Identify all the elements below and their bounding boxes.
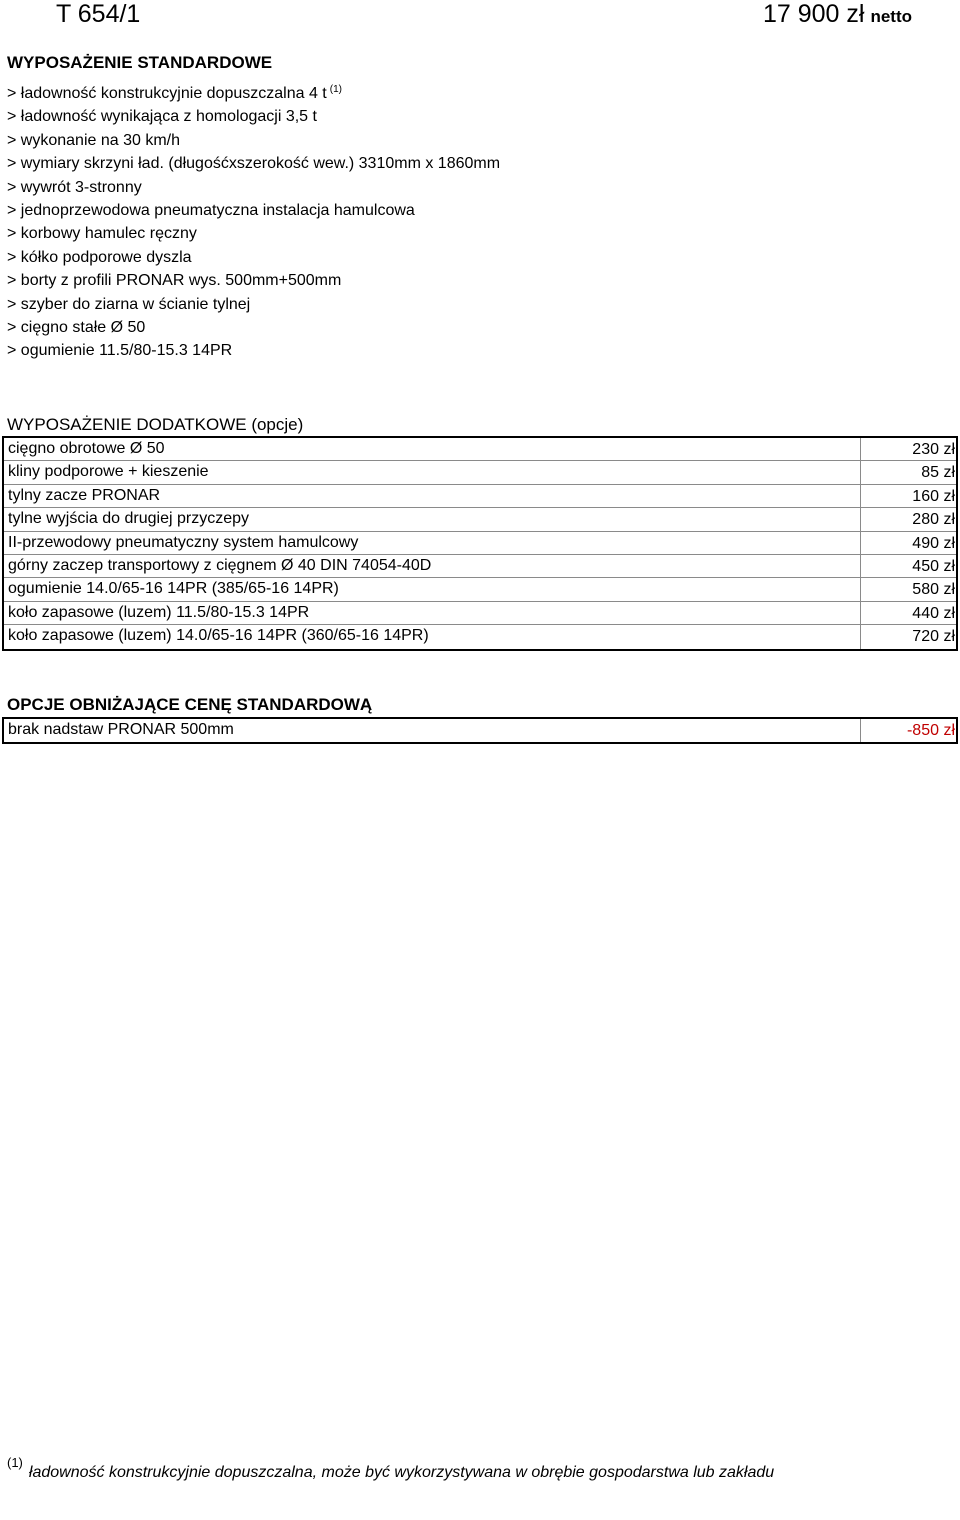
price-reducing-options-title: OPCJE OBNIŻAJĄCE CENĘ STANDARDOWĄ [7,695,373,714]
option-label: górny zaczep transportowy z cięgnem Ø 40 DIN 74054-40D [4,555,861,577]
table-row [4,461,956,484]
option-price: 160 zł [912,487,955,505]
footnote-marker: (1) [329,84,342,95]
list-item: > ładowność konstrukcyjnie dopuszczalna 4 t $^{(1)}$ [7,84,342,102]
option-price: 490 zł [912,534,955,552]
list-item: > wymiary skrzyni ład. (długośćxszerokość wew.) 3310mm x 1860mm [7,155,501,173]
list-item: > kółko podporowe dyszla [7,248,192,266]
option-label: kliny podporowe + kieszenie [4,461,861,483]
footnote [7,1452,774,1484]
optional-equipment-title: WYPOSAŻENIE DODATKOWE (opcje) [7,415,304,434]
table-row [4,485,956,508]
table-row [4,555,956,578]
option-price: 720 zł [912,628,955,646]
list-item: > jednoprzewodowa pneumatyczna instalacja hamulcowa [7,201,415,219]
table-row [4,719,956,742]
table-row [4,578,956,601]
option-label: II-przewodowy pneumatyczny system hamulcowy [4,532,861,554]
list-item: > wywrót 3-stronny [7,178,142,196]
list-item: > korbowy hamulec ręczny [7,225,197,243]
table-row [4,438,956,461]
list-item: > szyber do ziarna w ścianie tylnej [7,295,251,313]
table-row [4,532,956,555]
standard-equipment-list [7,82,500,363]
option-price: 280 zł [912,511,955,529]
footnote-text: ładowność konstrukcyjnie dopuszczalna, może być wykorzystywana w obrębie gospodarstwa lub zakładu [28,1464,775,1481]
option-label: ogumienie 14.0/65-16 14PR (385/65-16 14PR) [4,578,861,600]
base-price-value: 17 900 zł [762,0,865,28]
option-price-negative: -850 zł [906,722,955,739]
list-item: > wykonanie na 30 km/h [7,131,180,149]
option-price: 580 zł [912,581,955,599]
list-item: > cięgno stałe Ø 50 [7,318,146,336]
option-price: 440 zł [912,604,955,622]
table-row [4,508,956,531]
list-item: > ładowność wynikająca z homologacji 3,5 t [7,108,317,126]
price-reducing-table [2,717,958,744]
list-item: > ogumienie 11.5/80-15.3 14PR [7,342,233,360]
option-price: 450 zł [912,557,955,575]
option-label: tylne wyjścia do drugiej przyczepy [4,508,861,530]
footnote-marker: (1) [7,1455,23,1470]
option-price: 85 zł [921,464,955,482]
option-price: 230 zł [912,441,955,458]
price-suffix: netto [870,7,912,26]
base-price [763,0,912,31]
model-name: T 654/1 [56,0,141,28]
option-label: tylny zacze PRONAR [4,485,861,507]
optional-equipment-table [2,436,958,651]
option-label: koło zapasowe (luzem) 11.5/80-15.3 14PR [4,602,861,624]
table-row [4,625,956,648]
table-row [4,602,956,625]
option-label: cięgno obrotowe Ø 50 [4,438,861,460]
list-item: > borty z profili PRONAR wys. 500mm+500mm [7,272,342,290]
standard-equipment-title: WYPOSAŻENIE STANDARDOWE [7,53,273,72]
option-label: brak nadstaw PRONAR 500mm [4,719,861,742]
option-label: koło zapasowe (luzem) 14.0/65-16 14PR (360/65-16 14PR) [4,625,861,648]
